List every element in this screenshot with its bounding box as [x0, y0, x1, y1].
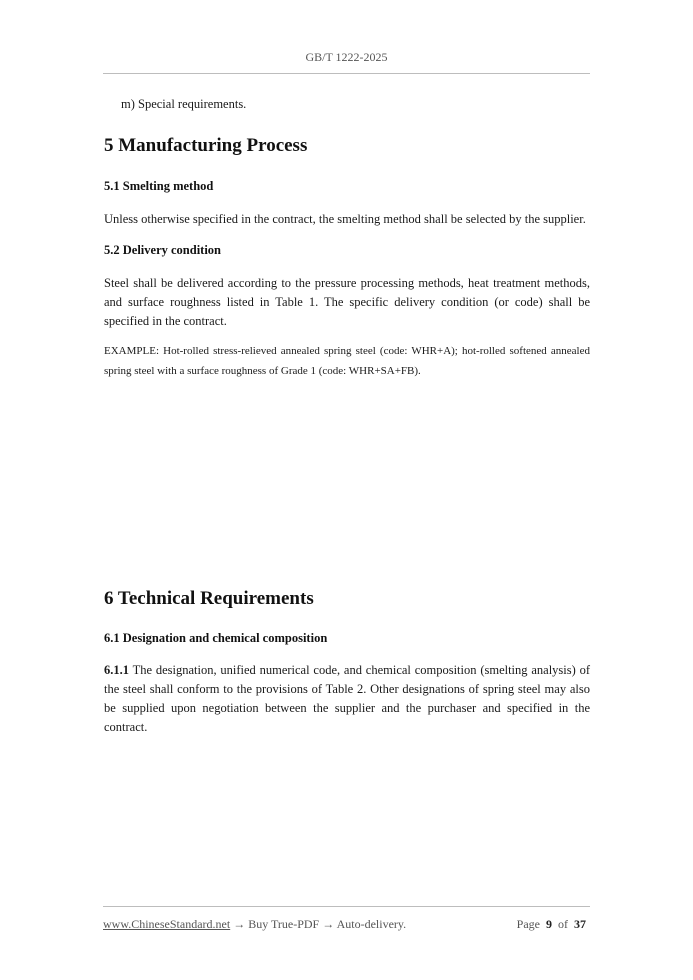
example-note: EXAMPLE: Hot-rolled stress-relieved annealed spring steel (code: WHR+A); hot-rolled softened annealed spring steel with a surface roughness of Grade 1 (code: WHR+SA+FB). [104, 345, 590, 377]
section-6-1-heading: 6.1 Designation and chemical composition [104, 631, 328, 645]
clause-number: 6.1.1 [104, 663, 129, 677]
section-5-1-heading: 5.1 Smelting method [104, 179, 214, 193]
list-item-m: m) Special requirements. [121, 97, 247, 111]
page-label: Page [516, 917, 540, 931]
of-label: of [558, 917, 568, 931]
footer-divider [103, 906, 590, 907]
section-5-2-heading: 5.2 Delivery condition [104, 243, 222, 257]
arrow-right-icon: → [319, 917, 337, 931]
running-header: GB/T 1222-2025 [305, 50, 388, 64]
section-5-heading: 5 Manufacturing Process [104, 135, 308, 156]
section-6-heading: 6 Technical Requirements [104, 588, 314, 609]
section-5-1-paragraph: Unless otherwise specified in the contract, the smelting method shall be selected by the supplier. [104, 212, 586, 226]
auto-delivery-text: Auto-delivery. [336, 917, 407, 931]
page-indicator [517, 917, 586, 932]
clause-6-1-1-paragraph [104, 661, 590, 737]
clause-text: The designation, unified numerical code, and chemical composition (smelting analysis) of the steel shall conform to the provisions of Table 2. Other designations of spring steel may also be supplied upon negotiation between the supplier and the purchaser and specified in the contract. [104, 663, 590, 734]
arrow-right-icon: → [230, 917, 249, 931]
website-link[interactable]: www.ChineseStandard.net [103, 917, 231, 931]
section-5-2-paragraph: Steel shall be delivered according to the pressure processing methods, heat treatment methods, and surface roughness listed in Table 1. The specific delivery condition (or code) shall be specified in the contract. [104, 276, 590, 328]
footer-promo [103, 917, 406, 932]
current-page-number: 9 [546, 917, 552, 931]
total-pages-number: 37 [574, 917, 586, 931]
header-divider [103, 73, 590, 74]
buy-pdf-text: Buy True-PDF [248, 917, 320, 931]
